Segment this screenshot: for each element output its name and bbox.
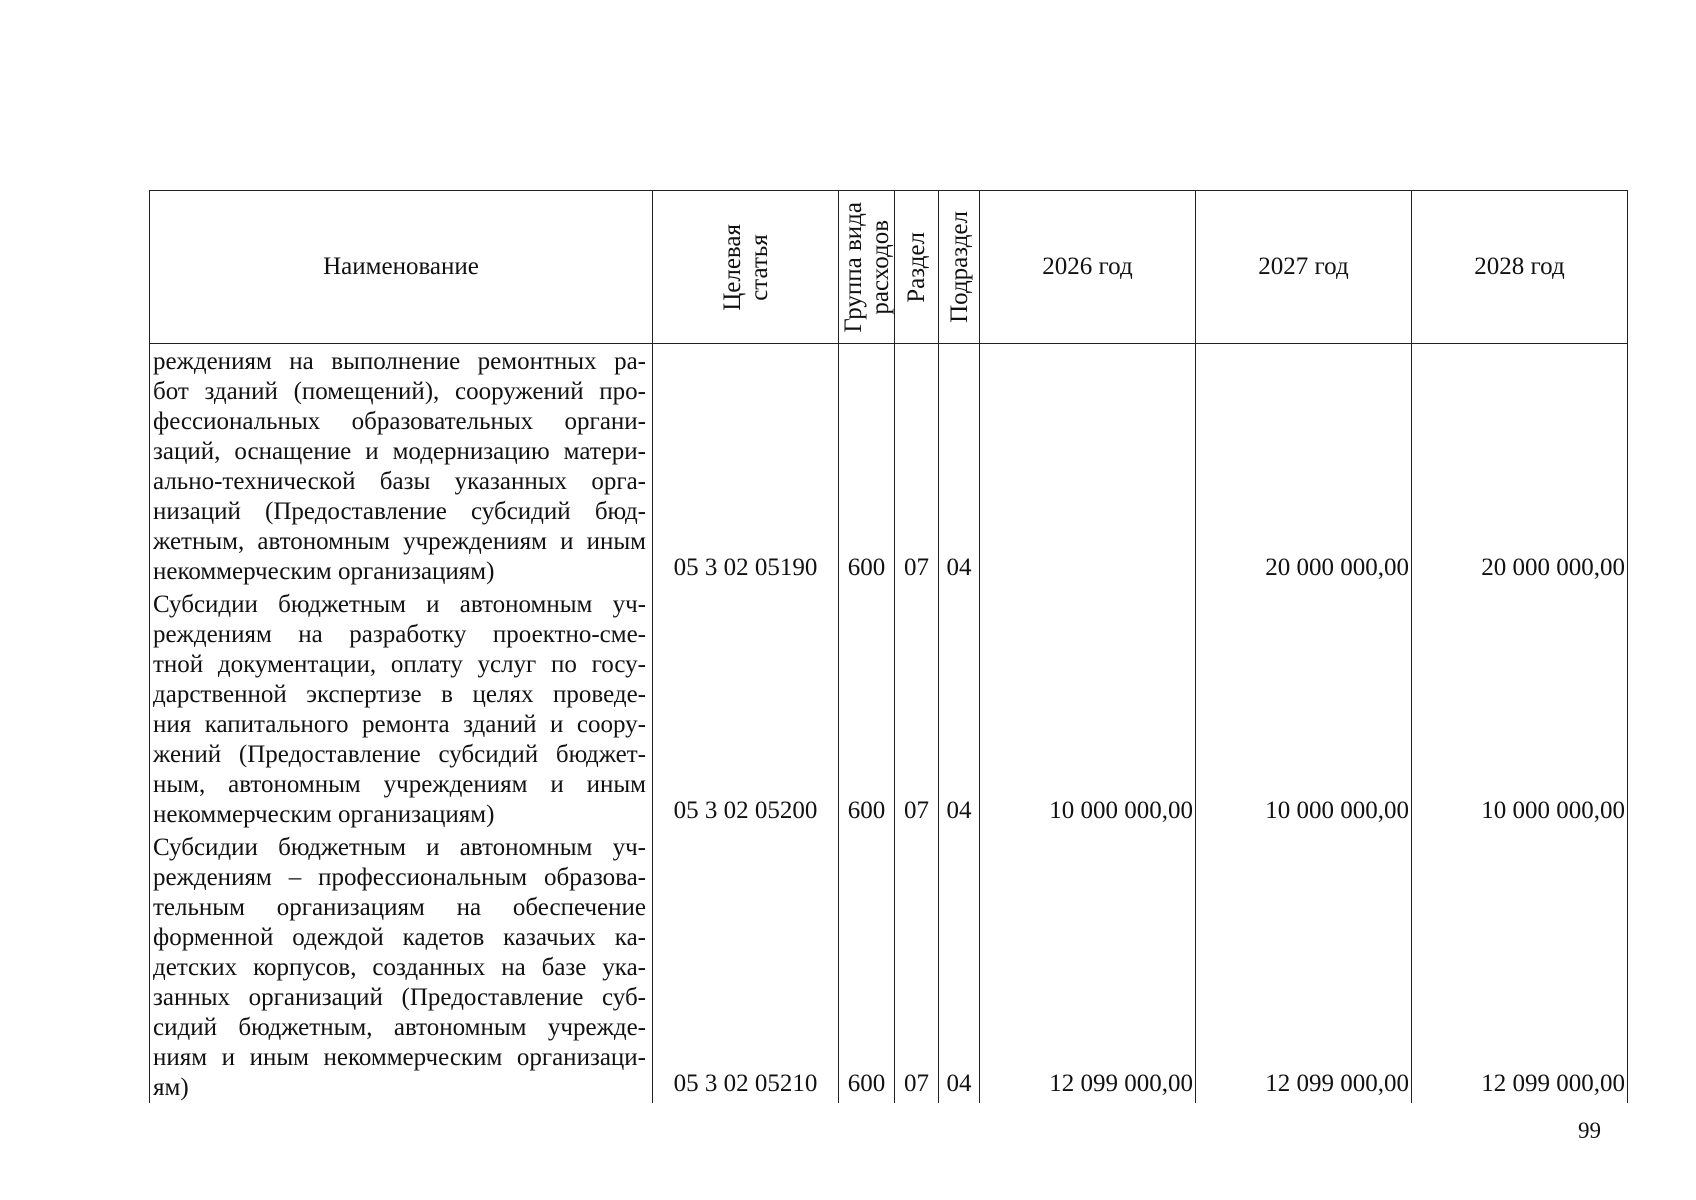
- row-name-line: ным, автономным учреждениям и иным: [153, 771, 646, 798]
- row-expense-group: 600: [839, 830, 895, 1103]
- row-name-line: некоммерческим организациям): [153, 801, 495, 828]
- header-name: Наименование: [150, 191, 653, 344]
- row-name-line: реждениям – профессиональным образова-: [153, 864, 646, 891]
- row-name-line: реждениям на разработку проектно-сме-: [153, 621, 646, 648]
- row-amount-2026: [980, 344, 1196, 588]
- row-name-cell: [150, 587, 653, 830]
- row-amount-2028: 10 000 000,00: [1412, 587, 1628, 830]
- row-expense-group: 600: [839, 344, 895, 588]
- row-name-line: дарственной экспертизе в целях проведе-: [153, 681, 646, 708]
- row-amount-2027: 12 099 000,00: [1196, 830, 1412, 1103]
- row-amount-2026: 10 000 000,00: [980, 587, 1196, 830]
- row-section: 07: [895, 587, 939, 830]
- row-target-article: 05 3 02 05190: [653, 344, 839, 588]
- row-name-line: ниям и иным некоммерческим организаци-: [153, 1044, 646, 1071]
- header-year-2028: 2028 год: [1412, 191, 1628, 344]
- row-name-line: занных организаций (Предоставление суб-: [153, 984, 646, 1011]
- row-name-line: заций, оснащение и модернизацию матери-: [153, 438, 646, 465]
- header-target-article: Целевая статья: [653, 191, 839, 344]
- table-row: [150, 587, 1628, 830]
- row-name-line: ально-технической базы указанных орга-: [153, 468, 646, 495]
- row-name-cell: [150, 830, 653, 1103]
- table-row: [150, 830, 1628, 1103]
- header-section: Раздел: [895, 191, 939, 344]
- budget-table: [149, 190, 1628, 1103]
- row-name-line: жений (Предоставление субсидий бюджет-: [153, 741, 646, 768]
- row-name-line: тной документации, оплату услуг по госу-: [153, 651, 646, 678]
- table-header: [150, 191, 1628, 344]
- row-target-article: 05 3 02 05200: [653, 587, 839, 830]
- row-name-line: тельным организациям на обеспечение: [153, 894, 646, 921]
- row-section: 07: [895, 830, 939, 1103]
- row-name-line: детских корпусов, созданных на базе ука-: [153, 954, 646, 981]
- header-subsection: Подраздел: [939, 191, 980, 344]
- row-subsection: 04: [939, 587, 980, 830]
- row-amount-2028: 20 000 000,00: [1412, 344, 1628, 588]
- row-name-line: низаций (Предоставление субсидий бюд-: [153, 498, 646, 525]
- row-target-article: 05 3 02 05210: [653, 830, 839, 1103]
- row-section: 07: [895, 344, 939, 588]
- row-amount-2027: 10 000 000,00: [1196, 587, 1412, 830]
- header-year-2027: 2027 год: [1196, 191, 1412, 344]
- row-name-line: форменной одеждой кадетов казачьих ка-: [153, 924, 646, 951]
- row-name-line: сидий бюджетным, автономным учрежде-: [153, 1014, 646, 1041]
- row-name-line: ям): [153, 1074, 189, 1101]
- table-body: [150, 344, 1628, 1104]
- row-name-line: некоммерческим организациям): [153, 558, 495, 585]
- header-year-2026: 2026 год: [980, 191, 1196, 344]
- row-subsection: 04: [939, 830, 980, 1103]
- row-expense-group: 600: [839, 587, 895, 830]
- row-amount-2028: 12 099 000,00: [1412, 830, 1628, 1103]
- row-amount-2027: 20 000 000,00: [1196, 344, 1412, 588]
- row-name-line: Субсидии бюджетным и автономным уч-: [153, 591, 646, 618]
- row-name-line: Субсидии бюджетным и автономным уч-: [153, 834, 646, 861]
- table-row: [150, 344, 1628, 588]
- row-name-line: ния капитального ремонта зданий и соору-: [153, 711, 646, 738]
- row-amount-2026: 12 099 000,00: [980, 830, 1196, 1103]
- row-name-line: бот зданий (помещений), сооружений про-: [153, 378, 646, 405]
- header-expense-group: Группа вида расходов: [839, 191, 895, 344]
- page-number: 99: [1578, 1118, 1601, 1143]
- row-name-line: реждениям на выполнение ремонтных ра-: [153, 348, 646, 375]
- row-name-line: жетным, автономным учреждениям и иным: [153, 528, 646, 555]
- row-name-line: фессиональных образовательных органи-: [153, 408, 646, 435]
- row-subsection: 04: [939, 344, 980, 588]
- header-row: [150, 191, 1628, 344]
- row-name-cell: [150, 344, 653, 588]
